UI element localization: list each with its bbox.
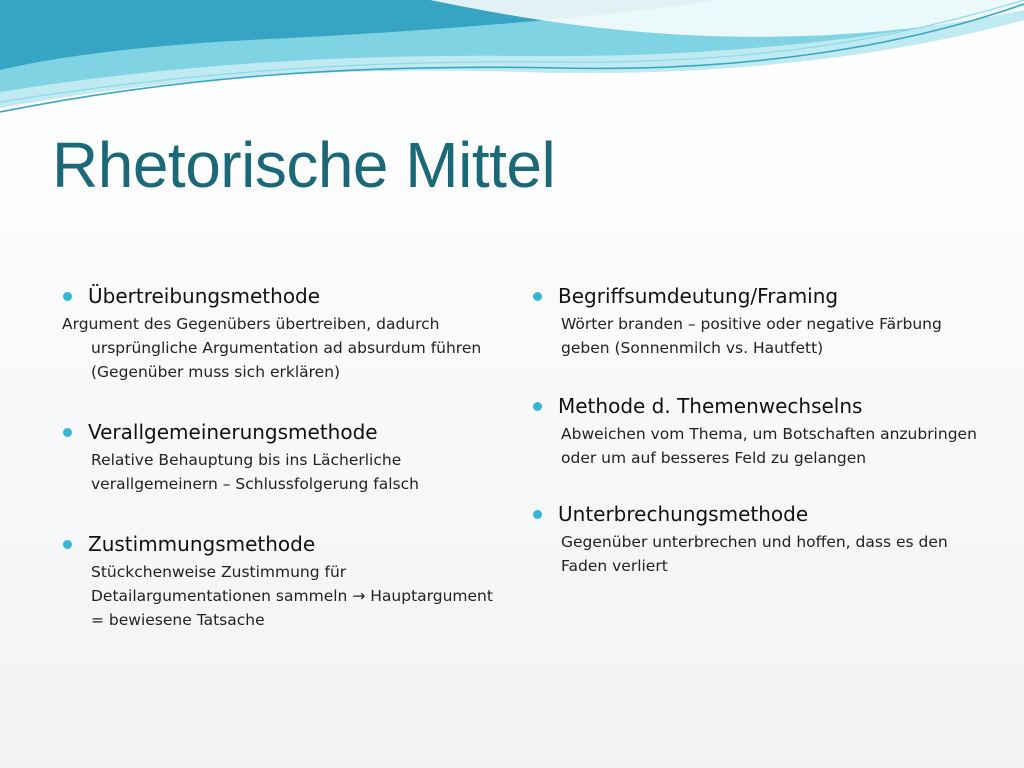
item-description: Stückchenweise Zustimmung für Detailargumentationen sammeln → Hauptargument = bewiesene Tatsache <box>91 563 493 629</box>
item-heading: Verallgemeinerungsmethode <box>88 420 378 444</box>
bullet-icon <box>533 402 542 411</box>
slide-title: Rhetorische Mittel <box>52 129 556 201</box>
right-column <box>532 282 984 602</box>
header-wave-decoration <box>0 0 1024 130</box>
bullet-icon <box>63 540 72 549</box>
item-description: Relative Behauptung bis ins Lächerliche verallgemeinern – Schlussfolgerung falsch <box>91 451 419 493</box>
left-column <box>62 282 508 656</box>
arrow-right-icon: → <box>352 587 366 605</box>
item-description: Wörter branden – positive oder negative Färbung geben (Sonnenmilch vs. Hautfett) <box>561 315 942 357</box>
list-item <box>62 530 508 632</box>
item-heading: Übertreibungsmethode <box>88 284 321 308</box>
bullet-icon <box>63 428 72 437</box>
item-heading: Methode d. Themenwechselns <box>558 394 863 418</box>
list-item <box>532 500 984 578</box>
bullet-icon <box>63 292 72 301</box>
item-description: Gegenüber unterbrechen und hoffen, dass es den Faden verliert <box>561 533 948 575</box>
list-item <box>532 282 984 360</box>
item-heading: Unterbrechungsmethode <box>558 502 809 526</box>
item-heading: Begriffsumdeutung/Framing <box>558 284 839 308</box>
bullet-icon <box>533 510 542 519</box>
list-item <box>62 418 508 496</box>
bullet-icon <box>533 292 542 301</box>
item-heading: Zustimmungsmethode <box>88 532 316 556</box>
list-item <box>62 282 508 384</box>
list-item <box>532 392 984 470</box>
item-description: Abweichen vom Thema, um Botschaften anzubringen oder um auf besseres Feld zu gelangen <box>561 425 977 467</box>
item-description: Argument des Gegenübers übertreiben, dadurch ursprüngliche Argumentation ad absurdum führen (Gegenüber muss sich erklären) <box>62 315 482 381</box>
